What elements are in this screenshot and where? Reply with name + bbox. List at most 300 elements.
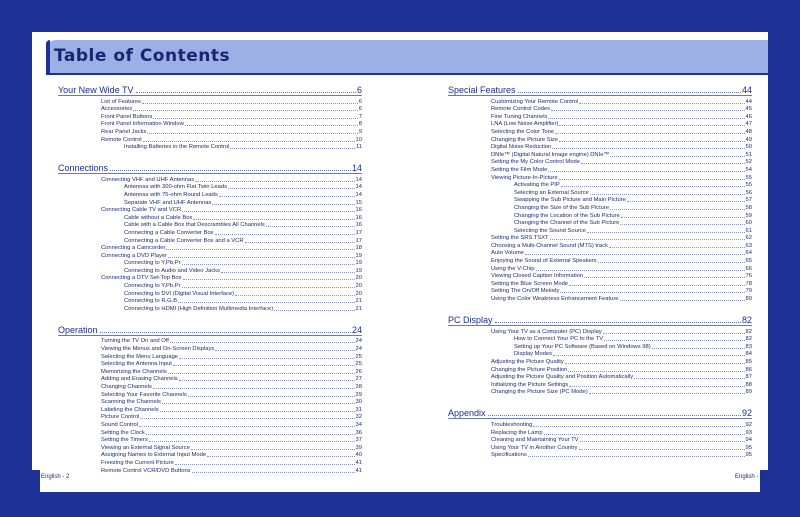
dot-leader bbox=[581, 163, 745, 164]
toc-entry-page: 20 bbox=[355, 290, 362, 297]
toc-entry-page: 30 bbox=[355, 399, 362, 406]
toc-entry[interactable] bbox=[448, 342, 752, 350]
toc-entry-page: 18 bbox=[355, 245, 362, 252]
toc-entry-page: 45 bbox=[745, 106, 752, 113]
toc-entry[interactable] bbox=[58, 466, 362, 474]
section-rule bbox=[58, 173, 362, 174]
toc-entry[interactable] bbox=[448, 158, 752, 166]
toc-entry[interactable] bbox=[448, 451, 752, 459]
toc-entry-title: Memorizing the Channels bbox=[101, 368, 167, 375]
dot-leader bbox=[153, 118, 358, 119]
dot-leader bbox=[193, 219, 354, 220]
toc-entry[interactable] bbox=[448, 272, 752, 280]
toc-entry-page: 14 bbox=[355, 176, 362, 183]
toc-section-heading[interactable] bbox=[448, 80, 752, 95]
section-gap bbox=[448, 302, 752, 310]
toc-entry-page: 87 bbox=[745, 374, 752, 381]
toc-entry[interactable] bbox=[448, 443, 752, 451]
dot-leader bbox=[179, 380, 355, 381]
toc-entry-title: Labeling the Channels bbox=[101, 406, 159, 413]
toc-entry-page: 82 bbox=[745, 328, 752, 335]
dot-leader bbox=[110, 170, 351, 171]
toc-entry-title: Setting The On/Off Melody bbox=[491, 288, 560, 295]
toc-entry-title: Remote Control VCR/DVD Buttons bbox=[101, 467, 191, 474]
toc-entry[interactable] bbox=[58, 289, 362, 297]
toc-entry-page: 94 bbox=[745, 437, 752, 444]
toc-entry-title: Separate VHF and UHF Antennas bbox=[124, 199, 212, 206]
toc-entry-title: Replacing the Lamp bbox=[491, 429, 543, 436]
toc-entry[interactable] bbox=[58, 228, 362, 236]
toc-entry-page: 56 bbox=[745, 189, 752, 196]
toc-entry[interactable] bbox=[448, 188, 752, 196]
toc-entry-title: Choosing a Multi-Channel Sound (MTS) track bbox=[491, 242, 608, 249]
page-title: Table of Contents bbox=[54, 46, 231, 66]
toc-entry-page: 9 bbox=[358, 128, 362, 135]
toc-section bbox=[58, 80, 362, 150]
toc-entry-page: 16 bbox=[355, 222, 362, 229]
toc-entry[interactable] bbox=[448, 143, 752, 151]
toc-section-heading[interactable] bbox=[448, 403, 752, 418]
toc-entry-page: 25 bbox=[355, 361, 362, 368]
toc-entry-page: 65 bbox=[745, 258, 752, 265]
toc-entry-page: 20 bbox=[355, 283, 362, 290]
toc-entry[interactable] bbox=[448, 380, 752, 388]
toc-entry[interactable] bbox=[448, 287, 752, 295]
toc-entry-page: 10 bbox=[355, 136, 362, 143]
toc-entry-page: 47 bbox=[745, 121, 752, 128]
toc-entry[interactable] bbox=[448, 241, 752, 249]
toc-entry-title: Initializing the Picture Settings bbox=[491, 381, 569, 388]
toc-entry[interactable] bbox=[448, 373, 752, 381]
toc-entry-page: 44 bbox=[745, 98, 752, 105]
toc-entry[interactable] bbox=[58, 198, 362, 206]
toc-entry-page: 62 bbox=[745, 235, 752, 242]
toc-entry-page: 82 bbox=[745, 336, 752, 343]
toc-entry-title: Cleaning and Maintaining Your TV bbox=[491, 437, 579, 444]
toc-entry-page: 39 bbox=[355, 444, 362, 451]
toc-entry-page: 55 bbox=[745, 182, 752, 189]
toc-entry-title: Setting the My Color Control Mode bbox=[491, 159, 580, 166]
toc-entry[interactable] bbox=[58, 221, 362, 229]
section-rule bbox=[58, 335, 362, 336]
toc-entry-page: 7 bbox=[358, 113, 362, 120]
toc-entry[interactable] bbox=[448, 203, 752, 211]
dot-leader bbox=[598, 262, 745, 263]
dot-leader bbox=[559, 179, 745, 180]
dot-leader bbox=[627, 201, 745, 202]
toc-entry-title: Using the Color Weakness Enhancement Feature bbox=[491, 296, 619, 303]
toc-entry-title: Changing Channels bbox=[101, 384, 152, 390]
toc-entry-page: 41 bbox=[355, 459, 362, 466]
toc-entry-title: Activating the PIP bbox=[514, 182, 560, 189]
toc-entry-title: Selecting the Antenna Input bbox=[101, 361, 172, 368]
toc-entry[interactable] bbox=[448, 350, 752, 358]
dot-leader bbox=[182, 287, 355, 288]
toc-entry-page: 16 bbox=[355, 207, 362, 214]
toc-entry[interactable] bbox=[448, 135, 752, 143]
toc-entry-title: Changing the Channel of the Sub Picture bbox=[514, 220, 620, 227]
toc-entry[interactable] bbox=[58, 390, 362, 398]
toc-entry-page: 83 bbox=[745, 343, 752, 350]
toc-entry-title: Connecting to HDMI (High Definition Multimedia Interface) bbox=[124, 305, 274, 312]
toc-entry-title: Installing Batteries in the Remote Control bbox=[124, 144, 230, 151]
dot-leader bbox=[610, 209, 744, 210]
toc-entry[interactable] bbox=[58, 375, 362, 383]
toc-entry[interactable] bbox=[58, 259, 362, 267]
toc-entry[interactable] bbox=[58, 337, 362, 345]
toc-entry-page: 6 bbox=[358, 106, 362, 113]
toc-entry-title: Setting up Your PC Software (Based on Windows 98) bbox=[514, 343, 651, 350]
dot-leader bbox=[143, 141, 355, 142]
toc-entry[interactable] bbox=[58, 266, 362, 274]
toc-entry[interactable] bbox=[448, 357, 752, 365]
toc-entry-page: 55 bbox=[745, 174, 752, 181]
toc-entry-page: 37 bbox=[355, 437, 362, 444]
toc-section-heading[interactable] bbox=[448, 310, 752, 325]
toc-section-page: 44 bbox=[741, 85, 752, 95]
toc-entry-page: 80 bbox=[745, 296, 752, 303]
toc-entry[interactable] bbox=[58, 344, 362, 352]
section-rule bbox=[448, 418, 752, 419]
toc-entry-title: Connecting a Camcorder bbox=[101, 245, 166, 252]
toc-entry[interactable] bbox=[448, 264, 752, 272]
toc-entry-title: Setting the Blue Screen Mode bbox=[491, 280, 569, 287]
toc-entry[interactable] bbox=[58, 297, 362, 305]
toc-entry-page: 21 bbox=[355, 305, 362, 312]
toc-entry[interactable] bbox=[58, 190, 362, 198]
dot-leader bbox=[274, 310, 354, 311]
dot-leader bbox=[219, 196, 355, 197]
toc-entry-page: 54 bbox=[745, 166, 752, 173]
toc-entry[interactable] bbox=[448, 196, 752, 204]
toc-entry[interactable] bbox=[58, 413, 362, 421]
toc-entry[interactable] bbox=[58, 236, 362, 244]
toc-section-title: Appendix bbox=[448, 408, 486, 419]
dot-leader bbox=[533, 426, 744, 427]
toc-entry-title: Using the V-Chip bbox=[491, 265, 535, 272]
toc-entry[interactable] bbox=[58, 428, 362, 436]
toc-entry-title: How to Connect Your PC to the TV bbox=[514, 336, 604, 343]
dot-leader bbox=[518, 92, 741, 93]
toc-entry-title: Remote Control Codes bbox=[491, 106, 550, 113]
toc-entry-title: List of Features bbox=[101, 98, 141, 105]
toc-entry[interactable] bbox=[58, 398, 362, 406]
toc-entry[interactable] bbox=[58, 360, 362, 368]
toc-entry-page: 58 bbox=[745, 204, 752, 211]
toc-section-title: Connections bbox=[58, 163, 109, 174]
dot-leader bbox=[266, 226, 355, 227]
toc-entry-title: Swapping the Sub Picture and Main Picture bbox=[514, 197, 626, 204]
toc-entry[interactable] bbox=[448, 112, 752, 120]
toc-entry-page: 24 bbox=[355, 346, 362, 353]
dot-leader bbox=[160, 411, 355, 412]
toc-entry[interactable] bbox=[58, 213, 362, 221]
toc-entry-page: 19 bbox=[355, 267, 362, 274]
toc-section-title: Special Features bbox=[448, 85, 516, 95]
dot-leader bbox=[146, 434, 355, 435]
toc-entry[interactable] bbox=[58, 135, 362, 143]
toc-entry-title: Changing the Size of the Sub Picture bbox=[514, 204, 610, 211]
toc-entry[interactable] bbox=[448, 249, 752, 257]
toc-entry-page: 36 bbox=[355, 429, 362, 436]
dot-leader bbox=[192, 472, 355, 473]
toc-entry[interactable] bbox=[448, 181, 752, 189]
toc-entry[interactable] bbox=[448, 234, 752, 242]
toc-section bbox=[58, 320, 362, 474]
toc-section-heading[interactable] bbox=[58, 320, 362, 335]
toc-entry[interactable] bbox=[448, 294, 752, 302]
dot-leader bbox=[188, 396, 355, 397]
footer-page-number-left: English - 2 bbox=[41, 474, 70, 480]
dot-leader bbox=[587, 232, 745, 233]
dot-leader bbox=[528, 456, 745, 457]
toc-entry[interactable] bbox=[448, 388, 752, 396]
toc-entry-title: Using Your TV as a Computer (PC) Display bbox=[491, 328, 602, 335]
toc-entry-page: 14 bbox=[355, 191, 362, 198]
toc-entry-title: Viewing Closed Caption Information bbox=[491, 273, 584, 280]
toc-entry[interactable] bbox=[448, 127, 752, 135]
dot-leader bbox=[215, 234, 355, 235]
toc-entry-title: Connecting to DVI (Digital Visual Interface) bbox=[124, 290, 235, 297]
toc-entry[interactable] bbox=[448, 436, 752, 444]
toc-entry[interactable] bbox=[448, 327, 752, 335]
toc-entry-title: Connecting a DTV Set-Top Box bbox=[101, 275, 182, 282]
toc-entry[interactable] bbox=[448, 165, 752, 173]
toc-entry-title: Adjusting the Picture Quality and Position Automatically bbox=[491, 374, 634, 381]
toc-section bbox=[58, 158, 362, 312]
toc-entry[interactable] bbox=[448, 279, 752, 287]
toc-section-page: 6 bbox=[356, 85, 362, 95]
toc-entry-page: 86 bbox=[745, 366, 752, 373]
toc-entry[interactable] bbox=[58, 175, 362, 183]
dot-leader bbox=[195, 181, 354, 182]
toc-entry[interactable] bbox=[58, 143, 362, 151]
dot-leader bbox=[133, 110, 358, 111]
dot-leader bbox=[179, 358, 355, 359]
toc-entry[interactable] bbox=[448, 219, 752, 227]
toc-entry-page: 95 bbox=[745, 444, 752, 451]
toc-entry-page: 24 bbox=[355, 338, 362, 345]
dot-leader bbox=[230, 148, 355, 149]
dot-leader bbox=[559, 125, 744, 126]
toc-entry-page: 61 bbox=[745, 227, 752, 234]
dot-leader bbox=[621, 217, 745, 218]
toc-entry-title: Changing the Picture Size bbox=[491, 136, 559, 143]
toc-entry-title: Connecting to Audio and Video Jacks bbox=[124, 267, 220, 274]
dot-leader bbox=[140, 418, 354, 419]
dot-leader bbox=[182, 211, 354, 212]
dot-leader bbox=[170, 342, 355, 343]
toc-entry[interactable] bbox=[448, 173, 752, 181]
toc-entry-page: 15 bbox=[355, 199, 362, 206]
toc-entry[interactable] bbox=[448, 256, 752, 264]
toc-entry-title: Setting the SRS TSXT bbox=[491, 235, 549, 242]
toc-column-right bbox=[448, 80, 752, 458]
dot-leader bbox=[620, 224, 744, 225]
toc-entry[interactable] bbox=[448, 428, 752, 436]
toc-entry[interactable] bbox=[448, 97, 752, 105]
dot-leader bbox=[166, 249, 354, 250]
toc-entry[interactable] bbox=[58, 274, 362, 282]
toc-entry-page: 17 bbox=[355, 229, 362, 236]
section-rule bbox=[448, 325, 752, 326]
dot-leader bbox=[245, 242, 355, 243]
toc-entry[interactable] bbox=[58, 183, 362, 191]
section-gap bbox=[58, 312, 362, 320]
dot-leader bbox=[560, 292, 744, 293]
toc-entry[interactable] bbox=[58, 206, 362, 214]
toc-section-heading[interactable] bbox=[58, 80, 362, 95]
toc-entry[interactable] bbox=[58, 120, 362, 128]
toc-entry-page: 89 bbox=[745, 389, 752, 396]
toc-entry-title: Viewing Picture-In-Picture bbox=[491, 174, 558, 181]
toc-entry-page: 50 bbox=[745, 144, 752, 151]
toc-entry[interactable] bbox=[58, 112, 362, 120]
toc-entry-title: DNIe™ (Digital Natural Image engine) DNIe™ bbox=[491, 151, 610, 158]
toc-entry[interactable] bbox=[58, 105, 362, 113]
toc-entry[interactable] bbox=[58, 382, 362, 390]
toc-entry-page: 34 bbox=[355, 421, 362, 428]
dot-leader bbox=[183, 279, 355, 280]
toc-entry-page: 95 bbox=[745, 452, 752, 459]
toc-entry-title: Customizing Your Remote Control bbox=[491, 98, 579, 105]
dot-leader bbox=[173, 365, 355, 366]
toc-entry-page: 11 bbox=[355, 144, 362, 151]
dot-leader bbox=[652, 348, 745, 349]
toc-entry[interactable] bbox=[58, 405, 362, 413]
toc-entry-title: Front Panel Information Window bbox=[101, 121, 184, 128]
toc-entry[interactable] bbox=[58, 443, 362, 451]
dot-leader bbox=[584, 277, 744, 278]
toc-entry[interactable] bbox=[448, 105, 752, 113]
toc-section-page: 82 bbox=[741, 315, 752, 326]
toc-section-page: 92 bbox=[741, 408, 752, 419]
toc-entry-title: Changing the Location of the Sub Picture bbox=[514, 212, 620, 219]
toc-entry-title: Connecting a Cable Converter Box bbox=[124, 229, 214, 236]
toc-entry-page: 17 bbox=[355, 237, 362, 244]
toc-entry[interactable] bbox=[58, 436, 362, 444]
toc-entry-title: Adding and Erasing Channels bbox=[101, 376, 178, 383]
toc-entry[interactable] bbox=[448, 226, 752, 234]
dot-leader bbox=[610, 156, 744, 157]
toc-entry-title: Digital Noise Reduction bbox=[491, 144, 552, 151]
toc-entry-title: Connecting to Y,Pb,Pr bbox=[124, 260, 181, 267]
toc-entry-page: 28 bbox=[355, 384, 362, 390]
toc-entry[interactable] bbox=[58, 97, 362, 105]
dot-leader bbox=[555, 133, 744, 134]
toc-entry-title: Setting the Clock bbox=[101, 429, 145, 436]
dot-leader bbox=[207, 456, 355, 457]
dot-leader bbox=[168, 373, 355, 374]
toc-entry-title: Auto Volume bbox=[491, 250, 524, 257]
toc-entry[interactable] bbox=[448, 365, 752, 373]
toc-entry-page: 41 bbox=[355, 467, 362, 474]
toc-entry-page: 19 bbox=[355, 252, 362, 259]
toc-entry[interactable] bbox=[58, 352, 362, 360]
toc-entry-title: Adjusting the Picture Quality bbox=[491, 359, 564, 365]
toc-entry[interactable] bbox=[58, 420, 362, 428]
dot-leader bbox=[553, 355, 745, 356]
toc-entry-title: Scanning the Channels bbox=[101, 399, 161, 406]
toc-entry-page: 64 bbox=[745, 250, 752, 257]
toc-entry[interactable] bbox=[448, 120, 752, 128]
toc-section-heading[interactable] bbox=[58, 158, 362, 173]
toc-entry[interactable] bbox=[58, 251, 362, 259]
toc-entry-title: Connecting VHF and UHF Antennas bbox=[101, 176, 195, 183]
section-rule bbox=[58, 95, 362, 96]
title-banner bbox=[46, 40, 768, 73]
toc-entry-title: Viewing an External Signal Source bbox=[101, 444, 190, 451]
toc-entry-page: 85 bbox=[745, 359, 752, 365]
dot-leader bbox=[551, 110, 745, 111]
toc-entry-title: Enjoying the Sound of External Speakers bbox=[491, 258, 597, 265]
dot-leader bbox=[147, 133, 357, 134]
dot-leader bbox=[620, 300, 745, 301]
toc-entry-title: Sound Control bbox=[101, 421, 139, 428]
toc-entry-page: 48 bbox=[745, 128, 752, 135]
toc-entry[interactable] bbox=[58, 304, 362, 312]
toc-entry-title: Cable with a Cable Box that Descrambles All Channels bbox=[124, 222, 265, 229]
dot-leader bbox=[488, 415, 741, 416]
toc-entry-title: Turning the TV On and Off bbox=[101, 338, 169, 345]
dot-leader bbox=[609, 247, 745, 248]
toc-entry[interactable] bbox=[448, 335, 752, 343]
toc-entry-page: 31 bbox=[355, 406, 362, 413]
dot-leader bbox=[569, 285, 745, 286]
dot-leader bbox=[178, 302, 354, 303]
footer-edge-left bbox=[32, 470, 40, 492]
toc-entry-title: Front Panel Buttons bbox=[101, 113, 153, 120]
toc-entry[interactable] bbox=[58, 451, 362, 459]
dot-leader bbox=[569, 386, 744, 387]
toc-entry-title: Cable without a Cable Box bbox=[124, 214, 193, 221]
dot-leader bbox=[100, 332, 351, 333]
toc-entry-title: Selecting Your Favorite Channels bbox=[101, 391, 187, 398]
toc-entry[interactable] bbox=[448, 420, 752, 428]
toc-entry-title: Connecting to R,G,B bbox=[124, 298, 178, 305]
dot-leader bbox=[603, 333, 745, 334]
toc-entry[interactable] bbox=[448, 150, 752, 158]
toc-entry[interactable] bbox=[58, 244, 362, 252]
toc-entry-title: Viewing the Menus and On-Screen Displays bbox=[101, 346, 215, 353]
toc-entry-title: Selecting the Sound Source bbox=[514, 227, 586, 234]
dot-leader bbox=[495, 322, 741, 323]
toc-entry-page: 59 bbox=[745, 212, 752, 219]
section-gap bbox=[448, 395, 752, 403]
dot-leader bbox=[153, 388, 355, 389]
toc-entry[interactable] bbox=[58, 367, 362, 375]
toc-entry-title: Connecting to Y,Pb,Pr bbox=[124, 283, 181, 290]
toc-entry-page: 57 bbox=[745, 197, 752, 204]
toc-entry[interactable] bbox=[58, 127, 362, 135]
toc-entry-page: 63 bbox=[745, 242, 752, 249]
toc-entry-page: 49 bbox=[745, 136, 752, 143]
toc-entry-page: 19 bbox=[355, 260, 362, 267]
toc-entry-page: 78 bbox=[745, 280, 752, 287]
toc-entry-title: Changing the Picture Position bbox=[491, 366, 568, 373]
toc-entry-title: Changing the Picture Size (PC Mode) bbox=[491, 389, 588, 396]
toc-section-title: PC Display bbox=[448, 315, 493, 326]
toc-entry[interactable] bbox=[448, 211, 752, 219]
dot-leader bbox=[634, 378, 744, 379]
toc-entry[interactable] bbox=[58, 281, 362, 289]
toc-column-left bbox=[58, 80, 362, 474]
dot-leader bbox=[215, 350, 354, 351]
toc-entry[interactable] bbox=[58, 458, 362, 466]
toc-entry-title: Setting the Timers bbox=[101, 437, 148, 444]
toc-entry-title: Accessories bbox=[101, 106, 133, 113]
toc-section-title: Operation bbox=[58, 324, 98, 335]
